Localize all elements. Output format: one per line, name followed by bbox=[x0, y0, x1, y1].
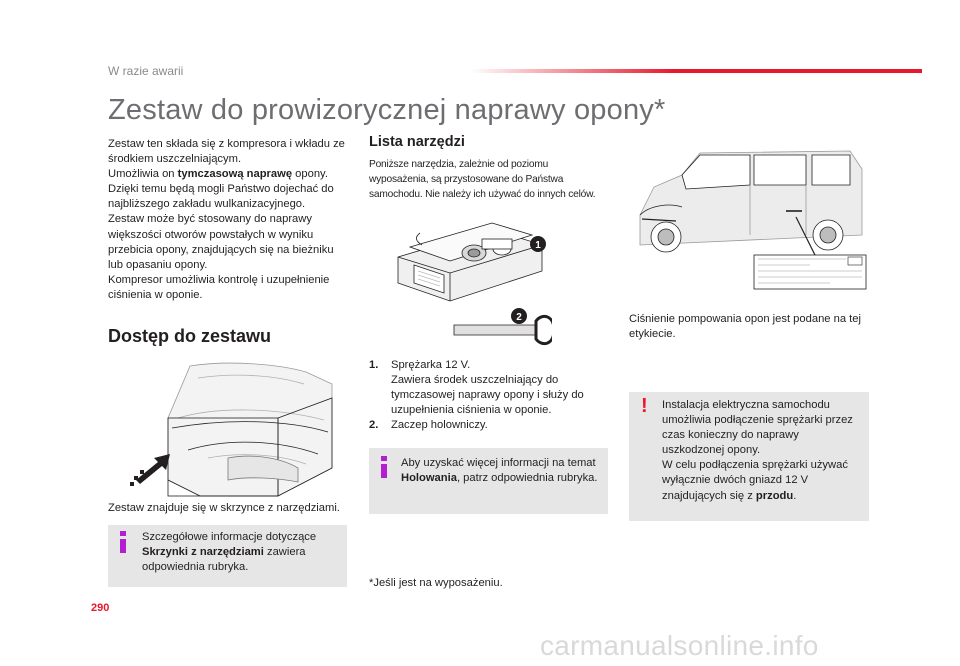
intro-line-3: Zestaw może być stosowany do naprawy większości otworów powstałych w wyniku przebicia opony, znajdujących się na bieżniku lub opasaniu opony. bbox=[108, 213, 334, 271]
tools-intro: Poniższe narzędzia, zależnie od poziomu wyposażenia, są przystosowane do Państwa samochodu. Nie należy ich używać do innych celów. bbox=[369, 159, 596, 200]
intro-text bbox=[108, 137, 346, 303]
warning-text bbox=[662, 398, 862, 504]
compressor-and-towing-eye-illustration bbox=[392, 215, 552, 350]
list-item-title: Zaczep holowniczy. bbox=[391, 419, 488, 432]
info-box-toolbox bbox=[108, 525, 347, 587]
warning-line-1: Instalacja elektryczna samochodu umożliwia podłączenie sprężarki przez czas konieczny do naprawy uszkodzonej opony. bbox=[662, 399, 853, 457]
page-title: Zestaw do prowizorycznej naprawy opony* bbox=[108, 94, 666, 126]
info-text-toolbox: Szczegółowe informacje dotyczące Skrzynki z narzędziami zawiera odpowiednia rubryka. bbox=[142, 531, 317, 574]
list-item-number: 2. bbox=[369, 419, 379, 432]
tools-heading: Lista narzędzi bbox=[369, 134, 465, 150]
list-item-detail: Zawiera środek uszczelniający do tymczasowej naprawy opony i służy do uzupełnienia ciśnienia w oponie. bbox=[391, 374, 584, 417]
warning-box bbox=[629, 392, 869, 521]
access-heading: Dostęp do zestawu bbox=[108, 326, 272, 346]
info-box-towing bbox=[369, 448, 608, 514]
header-rule bbox=[470, 69, 922, 73]
callout-2: 2 bbox=[516, 312, 522, 323]
callout-1: 1 bbox=[535, 240, 541, 251]
intro-line-4: Kompresor umożliwia kontrolę i uzupełnienie ciśnienia w oponie. bbox=[108, 273, 330, 301]
section-label: W razie awarii bbox=[108, 64, 184, 78]
toolbox-under-seat-illustration bbox=[128, 358, 340, 498]
list-item-title: Sprężarka 12 V. bbox=[391, 359, 471, 371]
info-text-towing: Aby uzyskać więcej informacji na temat Holowania, patrz odpowiednia rubryka. bbox=[401, 457, 598, 485]
footnote: *Jeśli jest na wyposażeniu. bbox=[369, 577, 503, 589]
page-number: 290 bbox=[91, 602, 110, 614]
intro-line-1: Zestaw ten składa się z kompresora i wkładu ze środkiem uszczelniającym. bbox=[108, 138, 345, 166]
list-item bbox=[369, 418, 599, 433]
tools-list bbox=[369, 358, 599, 433]
info-icon bbox=[118, 531, 128, 553]
toolbox-caption: Zestaw znajduje się w skrzynce z narzędziami. bbox=[108, 502, 340, 514]
info-icon bbox=[379, 456, 389, 478]
intro-line-2: Umożliwia on tymczasową naprawę opony. Dzięki temu będą mogli Państwo dojechać do najbliższego zakładu wulkanizacyjnego. bbox=[108, 168, 334, 211]
watermark-text: carmanualsonline.info bbox=[540, 630, 819, 661]
list-item bbox=[369, 358, 599, 418]
list-item-number: 1. bbox=[369, 359, 379, 371]
warning-line-2: W celu podłączenia sprężarki używać wyłącznie dwóch gniazd 12 V znajdujących się z przodu. bbox=[662, 459, 848, 502]
tyre-pressure-text: Ciśnienie pompowania opon jest podane na tej etykiecie. bbox=[629, 313, 861, 341]
exclamation-icon: ! bbox=[641, 395, 648, 417]
van-tyre-label-illustration bbox=[630, 145, 870, 295]
